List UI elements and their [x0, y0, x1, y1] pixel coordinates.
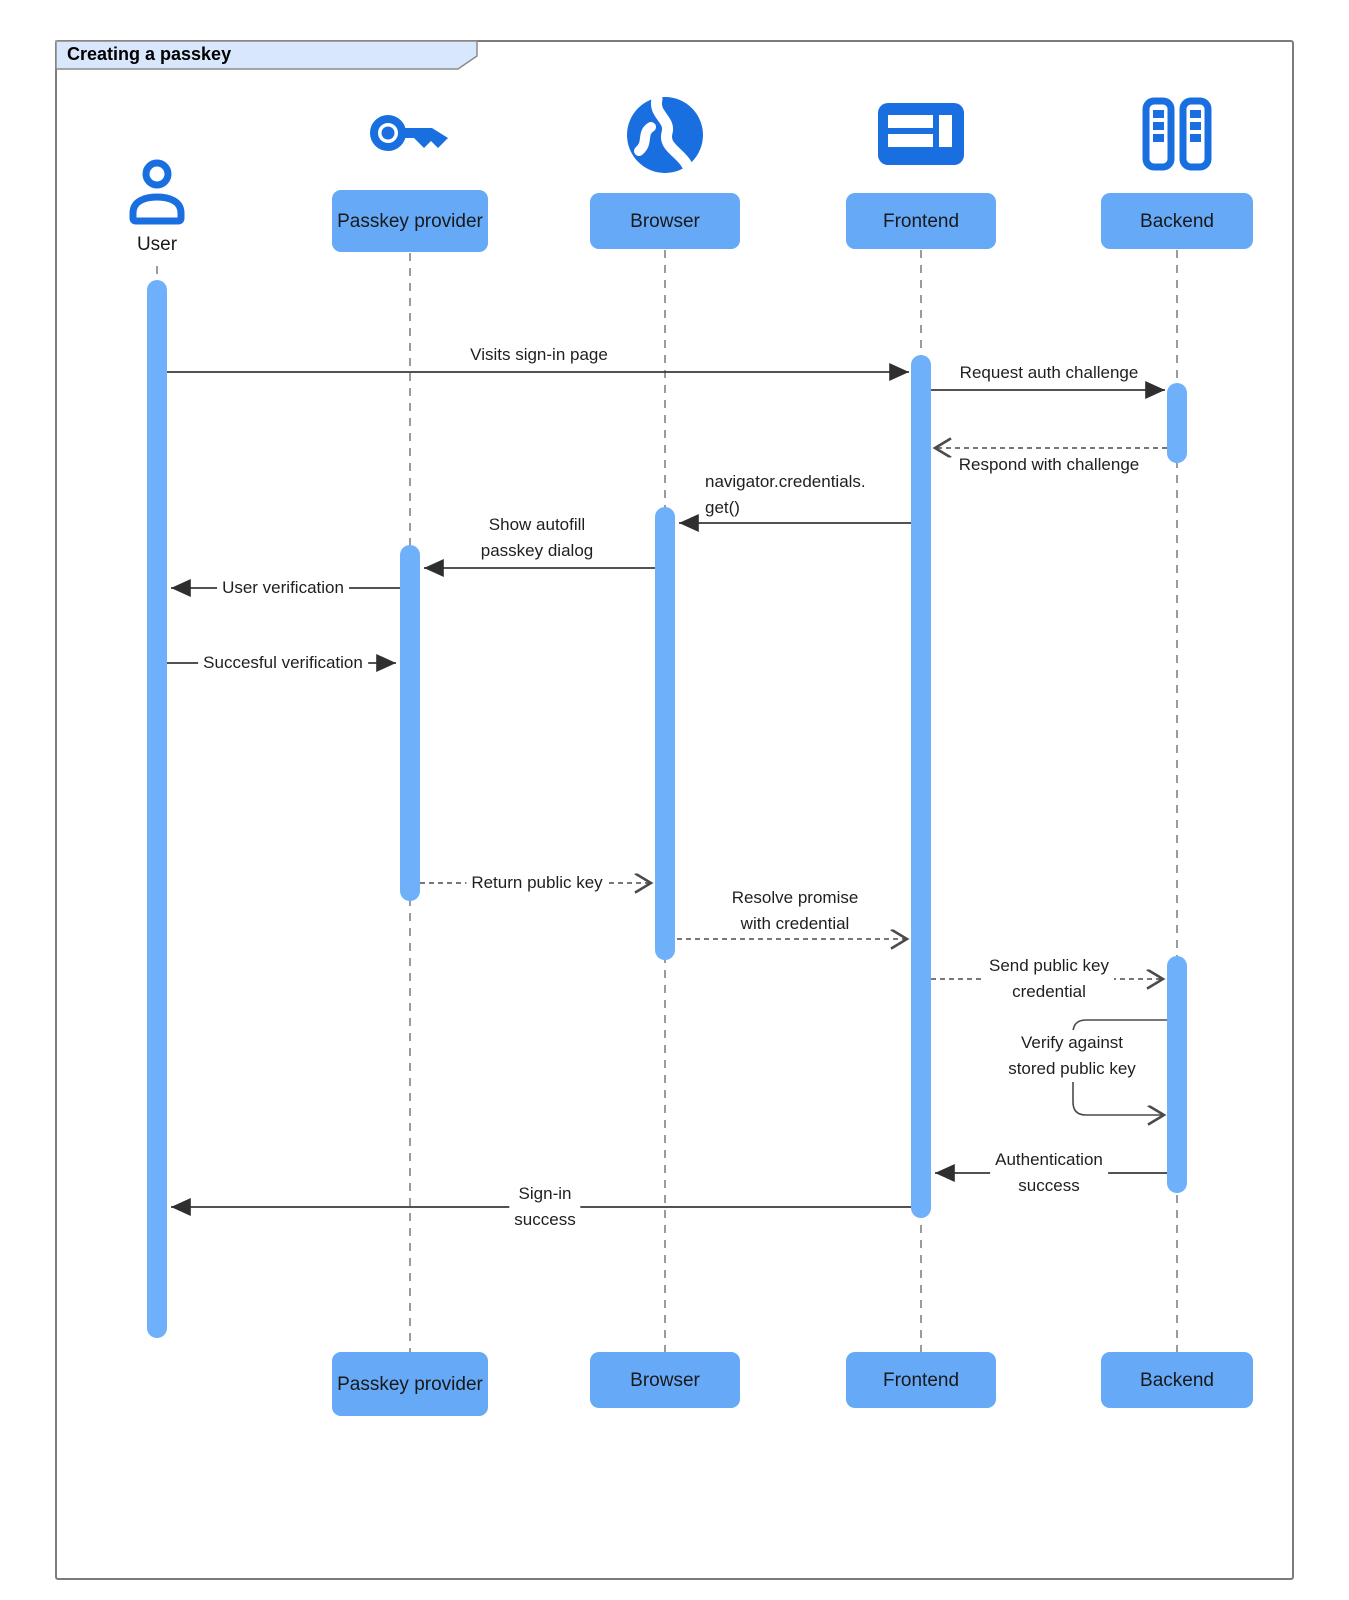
- diagram-title: Creating a passkey: [67, 44, 232, 64]
- activation-bar-backend-2: [1167, 956, 1187, 1193]
- key-icon: [364, 104, 456, 162]
- person-icon: [125, 156, 189, 228]
- message-label-respond-with-challenge: Respond with challenge: [954, 452, 1145, 478]
- message-label-authentication-success: Authentication success: [990, 1147, 1108, 1199]
- message-label-request-auth-challenge: Request auth challenge: [955, 360, 1144, 386]
- actor-box-bottom-frontend: Frontend: [846, 1352, 996, 1408]
- server-icon: [1137, 97, 1217, 171]
- actor-box-top-backend: Backend: [1101, 193, 1253, 249]
- message-label-resolve-promise-with-credential: Resolve promise with credential: [727, 885, 864, 937]
- message-label-sign-in-success: Sign-in success: [509, 1181, 580, 1233]
- message-label-show-autofill-passkey-dialog: Show autofill passkey dialog: [476, 512, 598, 564]
- actor-box-bottom-passkey-provider: Passkey provider: [332, 1352, 488, 1416]
- actor-label-user: User: [136, 234, 178, 255]
- activation-bar-passkey-provider: [400, 545, 420, 901]
- activation-bar-backend-1: [1167, 383, 1187, 463]
- message-label-succesful-verification: Succesful verification: [198, 650, 368, 676]
- activation-bar-frontend: [911, 355, 931, 1218]
- window-layout-icon: [877, 102, 965, 166]
- message-label-user-verification: User verification: [217, 575, 349, 601]
- actor-box-top-browser: Browser: [590, 193, 740, 249]
- actor-box-top-frontend: Frontend: [846, 193, 996, 249]
- actor-box-bottom-browser: Browser: [590, 1352, 740, 1408]
- message-label-verify-against-stored-public-key: Verify against stored public key: [1003, 1030, 1141, 1082]
- actor-box-top-passkey-provider: Passkey provider: [332, 190, 488, 252]
- activation-bar-user: [147, 280, 167, 1338]
- message-label-send-public-key-credential: Send public key credential: [984, 953, 1114, 1005]
- message-label-return-public-key: Return public key: [466, 870, 607, 896]
- message-label-navigator-credentials-get: navigator.credentials. get(): [700, 469, 871, 521]
- globe-icon: [625, 95, 705, 175]
- message-label-visits-sign-in-page: Visits sign-in page: [465, 342, 613, 368]
- activation-bar-browser: [655, 507, 675, 960]
- actor-box-bottom-backend: Backend: [1101, 1352, 1253, 1408]
